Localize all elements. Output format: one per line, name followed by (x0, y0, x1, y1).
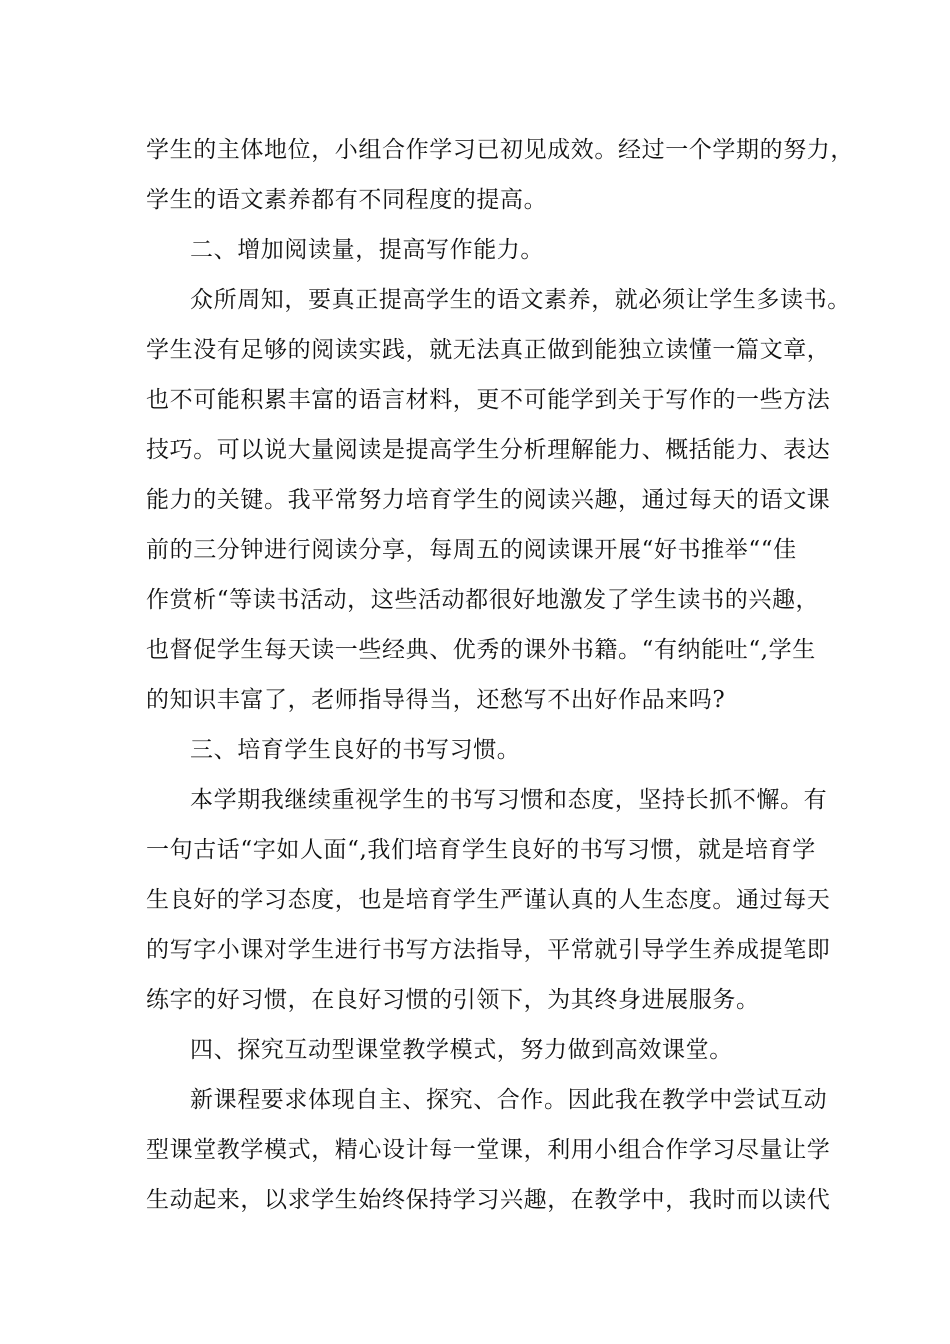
text-line: 作赏析“等读书活动，这些活动都很好地激发了学生读书的兴趣， (146, 587, 820, 613)
text-line: 也不可能积累丰富的语言材料，更不可能学到关于写作的一些方法 (146, 387, 831, 413)
section-heading: 四、探究互动型课堂教学模式，努力做到高效课堂。 (190, 1037, 733, 1063)
text-line: 生动起来，以求学生始终保持学习兴趣，在教学中，我时而以读代 (146, 1187, 831, 1213)
text-line: 一句古话“字如人面“,我们培育学生良好的书写习惯，就是培育学 (146, 837, 816, 863)
text-line: 学生的语文素养都有不同程度的提高。 (146, 187, 548, 213)
text-line: 的知识丰富了，老师指导得当，还愁写不出好作品来吗? (146, 687, 726, 713)
text-line: 学生没有足够的阅读实践，就无法真正做到能独立读懂一篇文章， (146, 337, 831, 363)
text-line: 也督促学生每天读一些经典、优秀的课外书籍。“有纳能吐“,学生 (146, 637, 816, 663)
section-heading: 二、增加阅读量，提高写作能力。 (190, 237, 544, 263)
text-line: 能力的关键。我平常努力培育学生的阅读兴趣，通过每天的语文课 (146, 487, 831, 513)
text-line: 生良好的学习态度，也是培育学生严谨认真的人生态度。通过每天 (146, 887, 831, 913)
text-line: 前的三分钟进行阅读分享，每周五的阅读课开展“好书推举““佳 (146, 537, 797, 563)
text-line: 练字的好习惯，在良好习惯的引领下，为其终身进展服务。 (146, 987, 760, 1013)
section-heading: 三、培育学生良好的书写习惯。 (190, 737, 521, 763)
text-line: 众所周知，要真正提高学生的语文素养，就必须让学生多读书。 (190, 287, 851, 313)
text-line: 学生的主体地位，小组合作学习已初见成效。经过一个学期的努力， (146, 137, 854, 163)
text-line: 本学期我继续重视学生的书写习惯和态度，坚持长抓不懈。有 (190, 787, 828, 813)
text-line: 型课堂教学模式，精心设计每一堂课，利用小组合作学习尽量让学 (146, 1137, 831, 1163)
text-line: 新课程要求体现自主、探究、合作。因此我在教学中尝试互动 (190, 1087, 828, 1113)
text-line: 技巧。可以说大量阅读是提高学生分析理解能力、概括能力、表达 (146, 437, 831, 463)
text-line: 的写字小课对学生进行书写方法指导，平常就引导学生养成提笔即 (146, 937, 831, 963)
